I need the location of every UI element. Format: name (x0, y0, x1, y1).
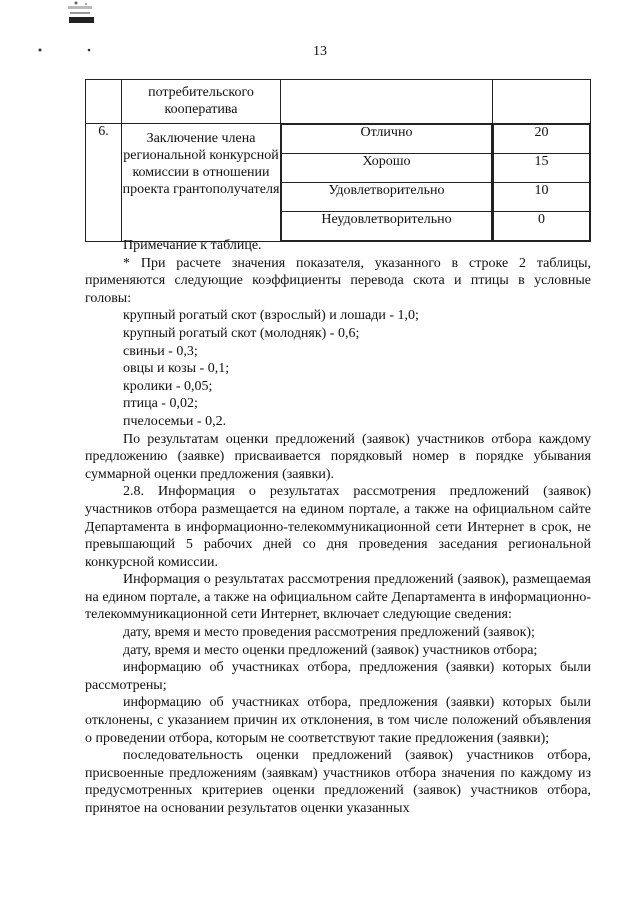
grade-score: 0 (494, 212, 590, 241)
score-cell-empty (493, 80, 591, 124)
grade-label: Неудовлетворительно (282, 212, 492, 241)
criterion-name-cell: потребительского кооператива (122, 80, 281, 124)
page-number: 13 (313, 44, 327, 59)
coefficient-item: крупный рогатый скот (взрослый) и лошади - 1,0; (123, 308, 419, 324)
table-row (86, 124, 591, 242)
clause-2-8: 2.8. Информация о результатах рассмотрения предложений (заявок) участников отбора размещается на едином портале, а также на официальном сайте Департамента в информационно-телекоммуникационной сети Интернет в срок, не превышающий 5 рабочих дней со дня проведения заседания региональной конкурсной комиссии. (85, 484, 591, 570)
row-number-cell (86, 80, 122, 124)
coefficient-item: свиньи - 0,3; (123, 343, 198, 359)
ranking-paragraph: По результатам оценки предложений (заявок) участников отбора каждому предложению (заявке) присваивается порядковый номер в порядке убывания суммарной оценки предложения (заявки). (85, 431, 591, 482)
row-number-cell: 6. (86, 124, 122, 242)
grade-label: Хорошо (282, 154, 492, 183)
coefficient-item: овцы и козы - 0,1; (123, 361, 230, 377)
note-lead: * При расчете значения показателя, указанного в строке 2 таблицы, применяются следующие коэффициенты перевода скота и птицы в условные головы: (85, 255, 591, 306)
info-intro: Информация о результатах рассмотрения предложений (заявок), размещаемая на едином портале, а также на официальном сайте Департамента в информационно-телекоммуникационной сети Интернет, включает следующие сведения: (85, 572, 591, 623)
info-item: информацию об участниках отбора, предложения (заявки) которых были отклонены, с указанием причин их отклонения, в том числе положений объявления о проведении отбора, которым не соответствуют такие предложения (заявки); (85, 695, 591, 746)
coefficient-item: крупный рогатый скот (молодняк) - 0,6; (123, 325, 360, 341)
scan-stamp-artifact (66, 0, 96, 26)
grade-label: Отлично (282, 125, 492, 154)
grade-label: Удовлетворительно (282, 183, 492, 212)
table-row (86, 80, 591, 124)
grade-score: 20 (494, 125, 590, 154)
info-item: дату, время и место проведения рассмотрения предложений (заявок); (123, 625, 535, 641)
grade-cell-empty (281, 80, 493, 124)
note-title: Примечание к таблице. (123, 238, 262, 253)
grade-labels-cell (281, 124, 493, 242)
grade-score: 15 (494, 154, 590, 183)
coefficient-item: пчелосемьи - 0,2. (123, 413, 227, 429)
criterion-name-cell: Заключение члена региональной конкурсной комиссии в отношении проекта грантополучателя (122, 124, 281, 242)
grade-scores-cell (493, 124, 591, 242)
coefficient-item: кролики - 0,05; (123, 378, 213, 394)
grade-score: 10 (494, 183, 590, 212)
criteria-table (85, 79, 591, 242)
document-body (85, 237, 591, 818)
info-item: информацию об участниках отбора, предложения (заявки) которых были рассмотрены; (85, 660, 591, 693)
info-item: последовательность оценки предложений (заявок) участников отбора, присвоенные предложениям (заявкам) участников отбора значения по каждому из предусмотренных критериев оценки предложений (заявок) участников отбора, принятое на основании результатов оценки указанных (85, 748, 591, 816)
info-item: дату, время и место оценки предложений (заявок) участников отбора; (123, 642, 538, 658)
coefficient-item: птица - 0,02; (123, 396, 198, 412)
